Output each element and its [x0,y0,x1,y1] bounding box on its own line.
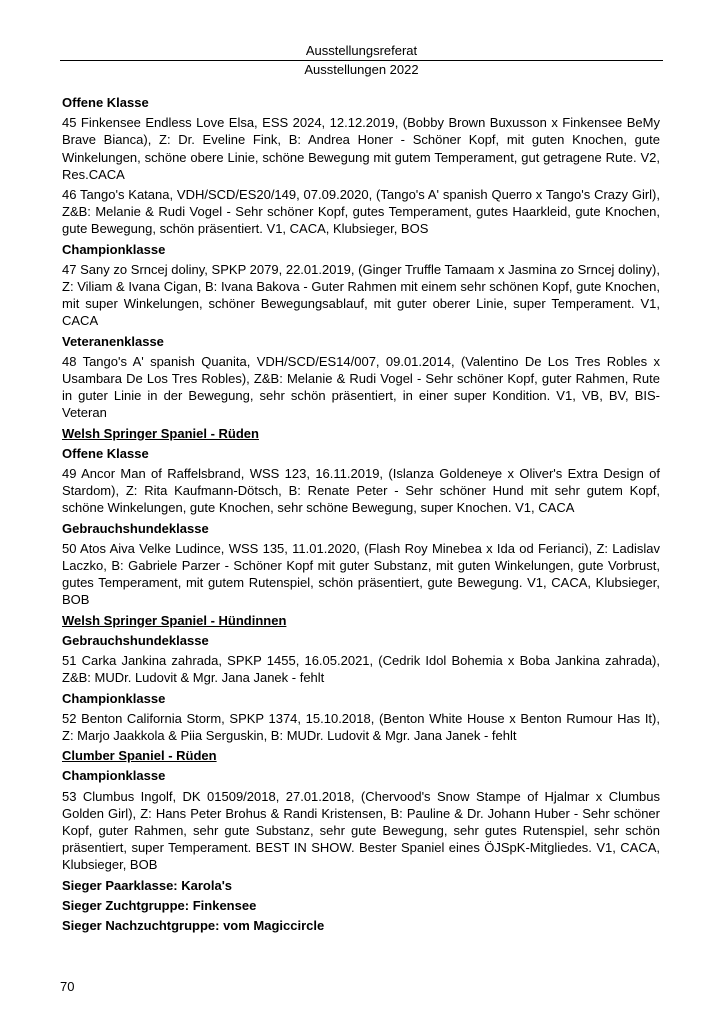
class-heading: Championklasse [62,768,166,784]
breed-heading: Clumber Spaniel - Rüden [62,748,217,764]
page-content [62,94,660,937]
class-heading: Gebrauchshundeklasse [62,632,209,648]
class-heading: Veteranenklasse [62,333,164,349]
entry-paragraph: 45 Finkensee Endless Love Elsa, ESS 2024, 12.12.2019, (Bobby Brown Buxusson x Finkensee BeMy Brave Bianca), Z: Dr. Eveline Fink, B: Andrea Honer - Schöner Kopf, mit guten Knochen, gute Winkelungen, schöne obere Linie, schöne Bewegung mit gutem Temperament, gut getragene Rute. V2, Res.CACA [62,115,660,182]
breed-heading: Welsh Springer Spaniel - Hündinnen [62,612,287,628]
header-title: Ausstellungsreferat [305,43,418,58]
entry-paragraph: 48 Tango's A' spanish Quanita, VDH/SCD/ES14/007, 09.01.2014, (Valentino De Los Tres Robles x Usambara De Los Tres Robles), Z&B: Melanie & Rudi Vogel - Sehr schöner Kopf, guter Rahmen, Rute in guter Linie in der Bewegung, sehr schön präsentiert, in einer super Kondition. V1, VB, BV, BIS-Veteran [62,353,660,421]
entry-paragraph: 52 Benton California Storm, SPKP 1374, 15.10.2018, (Benton White House x Benton Rumour Has It), Z: Marjo Jaakkola & Piia Serguskin, B: MUDr. Ludovit & Mgr. Jana Janek - fehlt [62,710,660,743]
header-subtitle: Ausstellungen 2022 [304,62,419,77]
class-heading: Sieger Zuchtgruppe: Finkensee [62,897,257,913]
page-number: 70 [60,979,75,994]
entry-paragraph: 51 Carka Jankina zahrada, SPKP 1455, 16.05.2021, (Cedrik Idol Bohemia x Boba Jankina zahrada), Z&B: MUDr. Ludovit & Mgr. Jana Janek - fehlt [62,653,660,686]
class-heading: Sieger Nachzuchtgruppe: vom Magiccircle [62,917,325,933]
breed-heading: Welsh Springer Spaniel - Rüden [62,425,259,441]
entry-paragraph: 53 Clumbus Ingolf, DK 01509/2018, 27.01.2018, (Chervood's Snow Stampe of Hjalmar x Clumbus Golden Girl), Z: Hans Peter Brohus & Randi Kristensen, B: Pauline & Dr. Johann Huber - Sehr schöner Kopf, guter Rahmen, sehr gute Substanz, sehr gute Bewegung, sehr gutes Rutenspiel, sehr schön präsentiert, super Temperament. BEST IN SHOW. Bester Spaniel eines ÖJSpK-Mitgliedes. V1, CACA, Klubsieger, BOB [62,788,660,873]
class-heading: Offene Klasse [62,95,149,110]
class-heading: Gebrauchshundeklasse [62,520,209,536]
page-header [60,42,663,78]
entry-paragraph: 46 Tango's Katana, VDH/SCD/ES20/149, 07.09.2020, (Tango's A' spanish Querro x Tango's Crazy Girl), Z&B: Melanie & Rudi Vogel - Sehr schöner Kopf, gutes Temperament, gutes Haarkleid, gute Knochen, gute Bewegung, schön präsentiert. V1, CACA, Klubsieger, BOS [62,187,660,237]
entry-paragraph: 49 Ancor Man of Raffelsbrand, WSS 123, 16.11.2019, (Islanza Goldeneye x Oliver's Extra Design of Stardom), Z: Rita Kaufmann-Dötsch, B: Renate Peter - Sehr schöner Hund mit sehr gutem Kopf, schöne Winkelungen, gute Knochen, sehr schöne Bewegung, super Knochen. V1, CACA [62,466,660,516]
class-heading: Championklasse [62,241,166,257]
class-heading: Sieger Paarklasse: Karola's [62,877,233,893]
class-heading: Championklasse [62,690,166,706]
entry-paragraph: 50 Atos Aiva Velke Ludince, WSS 135, 11.01.2020, (Flash Roy Minebea x Ida od Ferianci), Z: Ladislav Laczko, B: Gabriele Parzer - Schöner Kopf mit guter Substanz, mit guten Winkelungen, gute Vorbrust, gutes Temperament, mit gutem Rutenspiel, schön präsentiert, gute Bewegung. V1, CACA, Klubsieger, BOB [62,540,660,608]
entry-paragraph: 47 Sany zo Srncej doliny, SPKP 2079, 22.01.2019, (Ginger Truffle Tamaam x Jasmina zo Srncej doliny), Z: Viliam & Ivana Cigan, B: Ivana Bakova - Guter Rahmen mit einem sehr schönen Kopf, gute Knochen, mit super Winkelungen, schöner Bewegungsablauf, mit guter oberer Linie, super Temperament. V1, CACA [62,261,660,329]
class-heading: Offene Klasse [62,445,149,461]
